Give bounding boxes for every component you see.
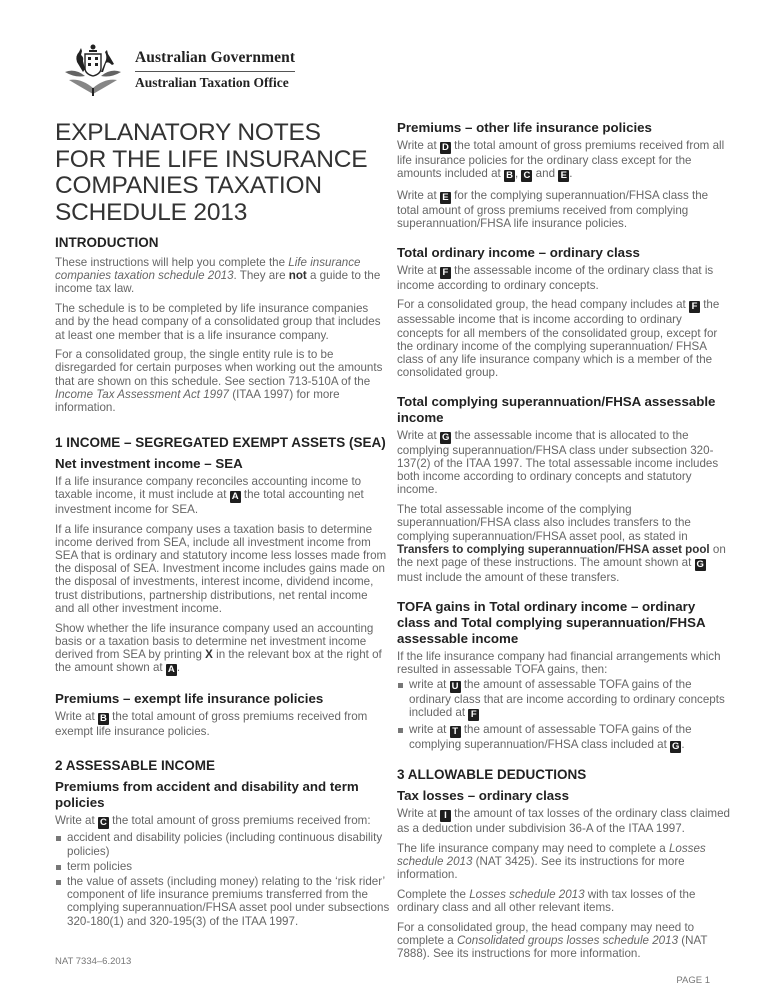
subheading-premiums-exempt: Premiums – exempt life insurance policies [55,690,324,706]
bullet-square-icon [398,728,403,733]
tofa-bullet-list [397,678,730,753]
subheading-premiums-other: Premiums – other life insurance policies [397,120,652,135]
section-heading-income-sea: 1 INCOME – SEGREGATED EXEMPT ASSETS (SEA) [55,434,386,450]
label-box-d: D [440,142,451,154]
bullet-square-icon [398,683,403,688]
label-box-u: U [450,681,461,693]
label-box-f: F [689,301,700,313]
left-column [55,118,390,934]
title-line: EXPLANATORY NOTES [55,119,321,146]
label-box-i: I [440,810,451,822]
subheading-premiums-accident-disability: Premiums from accident and disability and term policies [55,779,359,811]
label-box-b: B [504,170,515,182]
label-box-g: G [441,431,450,443]
tax-losses-paragraph-3: Complete the Losses schedule 2013 with tax losses of the ordinary class and all other relevant items. [397,888,696,915]
government-wordmark [135,49,295,91]
list-item: write at T the amount of assessable TOFA gains of the complying superannuation/FHSA class included at G . [397,723,730,753]
subheading-total-ordinary-income: Total ordinary income – ordinary class [397,244,640,260]
label-box-g: G [696,558,704,570]
subheading-total-complying-super: Total complying superannuation/FHSA assessable income [397,393,716,425]
premiums-accident-paragraph: Write at C the total amount of gross premiums received from: [55,814,371,829]
label-box-a: A [166,664,177,676]
government-name: Australian Government [135,49,295,72]
bullet-square-icon [56,880,61,885]
tofa-paragraph: If the life insurance company had financial arrangements which resulted in assessable TOFA gains, then: [397,649,721,676]
tcs-paragraph-2: The total assessable income of the complying superannuation/FHSA class also includes transfers to the complying superannuation/FHSA asset pool, as stated in Transfers to complying superannuation/FHSA asset pool on the next page of these instructions. The amount shown at G must include the amount of these transfers. [397,503,726,584]
intro-paragraph-3: For a consolidated group, the single entity rule is to be disregarded for certain purposes when working out the amounts that are shown on this schedule. See section 713-510A of the Income Tax Assessment Act 1997 (ITAA 1997) for more information. [55,348,383,415]
list-item: write at U the amount of assessable TOFA gains of the ordinary class that are income according to ordinary concepts included at F [397,678,730,721]
tax-losses-paragraph-2: The life insurance company may need to complete a Losses schedule 2013 (NAT 3425). See its instructions for more information. [397,841,706,882]
label-box-g: G [672,741,680,753]
section-heading-allowable-deductions: 3 ALLOWABLE DEDUCTIONS [397,767,587,783]
page-title [55,120,390,226]
label-box-a: A [230,491,241,503]
page-header [55,42,295,98]
document-code: NAT 7334–6.2013 [55,956,132,967]
section-heading-assessable-income: 2 ASSESSABLE INCOME [55,758,216,774]
premiums-other-paragraph-2: Write at E for the complying superannuation/FHSA class the total amount of gross premiums received from complying superannuation/FHSA life insurance policies. [397,188,709,230]
premiums-bullet-list [55,831,390,927]
premiums-other-paragraph-1: Write at D the total amount of gross premiums received from all life insurance policies for the ordinary class except for the amounts included at B , C and E . [397,139,725,182]
intro-paragraph-2: The schedule is to be completed by life insurance companies and by the head company of a consolidated group that includes at least one member that is a life insurance company. [55,302,381,342]
subheading-net-investment-income: Net investment income – SEA [55,455,243,471]
title-line: COMPANIES TAXATION [55,172,322,199]
bullet-square-icon [56,865,61,870]
page-number: PAGE 1 [676,975,710,986]
tax-losses-paragraph-4: For a consolidated group, the head company may need to complete a Consolidated groups losses schedule 2013 (NAT 7888). See its instructions for more information. [397,920,708,961]
subheading-tofa-gains: TOFA gains in Total ordinary income – ordinary class and Total complying superannuation/FHSA assessable income [397,598,706,646]
coat-of-arms-icon [55,42,131,98]
nii-paragraph-3: Show whether the life insurance company used an accounting basis or a taxation basis to determine net investment income derived from SEA by printing X in the relevant box at the right of the amount shown at A . [55,621,382,676]
nii-paragraph-2: If a life insurance company uses a taxation basis to determine income derived from SEA, include all investment income from SEA that is ordinary and statutory income less losses made from the disposal of SEA. Investment income includes gains made on the disposal of investments, interest income, dividend income, trust distributions, partnership distributions, net rental income and all other investment income. [55,522,387,615]
label-box-t: T [450,726,461,738]
section-heading-introduction: INTRODUCTION [55,235,159,250]
label-box-f: F [440,267,451,279]
list-item: accident and disability policies (including continuous disability policies) [55,831,390,857]
toi-paragraph-1: Write at F the assessable income of the ordinary class that is income according to ordinary concepts. [397,263,714,292]
tax-losses-paragraph-1: Write at I the amount of tax losses of the ordinary class claimed as a deduction under subdivision 36-A of the ITAA 1997. [397,807,730,836]
nii-paragraph-1: If a life insurance company reconciles accounting income to taxable income, it must include at A the total accounting net investment income for SEA. [55,474,364,516]
title-line: SCHEDULE 2013 [55,198,248,226]
label-box-c: C [98,817,109,829]
intro-paragraph-1: These instructions will help you complete the Life insurance companies taxation schedule 2013. They are not a guide to the income tax law. [55,256,381,296]
label-box-f: F [468,709,479,721]
tcs-paragraph-1: Write at G the assessable income that is allocated to the complying superannuation/FHSA class under subsection 320-137(2) of the ITAA 1997. The total assessable income includes both income according to ordinary concepts and statutory income. [397,428,719,497]
label-box-c: C [521,170,532,182]
agency-name: Australian Taxation Office [135,75,289,90]
list-item: the value of assets (including money) relating to the ‘risk rider’ component of life insurance premiums transferred from the complying superannuation/FHSA asset pool under subsections 320-180(1) and 320-195(3) of the ITAA 1997. [55,875,390,928]
label-box-e: E [558,170,569,182]
title-line: FOR THE LIFE INSURANCE [55,145,368,173]
label-box-e: E [440,192,451,204]
label-box-b: B [98,713,109,725]
right-column [397,120,730,967]
toi-paragraph-2: For a consolidated group, the head company includes at F the assessable income that is income according to ordinary concepts for all members of the consolidated group, except for the ordinary income of the complying superannuation/ FHSA class of any life insurance company which is a member of the consolidated group. [397,298,720,380]
subheading-tax-losses: Tax losses – ordinary class [397,788,569,804]
bullet-square-icon [56,836,61,841]
list-item: term policies [55,860,390,873]
premiums-exempt-paragraph: Write at B the total amount of gross premiums received from exempt life insurance policies. [55,709,368,738]
